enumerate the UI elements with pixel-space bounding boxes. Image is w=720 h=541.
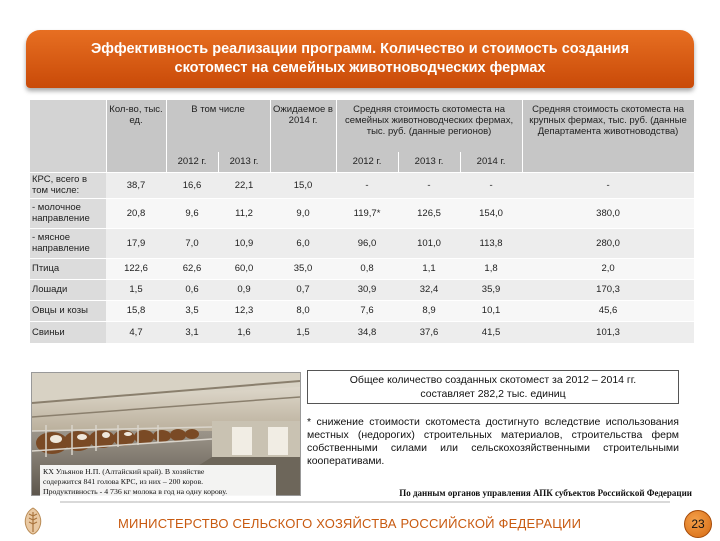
cell-2012: 3,1 <box>166 321 218 343</box>
cell-fam-2012: 34,8 <box>336 321 398 343</box>
cell-fam-2014: 10,1 <box>460 300 522 321</box>
table-row <box>30 258 694 279</box>
row-label: Лошади <box>30 279 106 300</box>
header-incl: В том числе <box>166 100 270 152</box>
cell-large: 101,3 <box>522 321 694 343</box>
cell-2012: 9,6 <box>166 198 218 228</box>
cell-count: 17,9 <box>106 228 166 258</box>
subheader-incl-2013: 2013 г. <box>218 152 270 172</box>
cell-large: - <box>522 172 694 198</box>
row-label: - мясное направление <box>30 228 106 258</box>
cell-expected: 35,0 <box>270 258 336 279</box>
cell-expected: 8,0 <box>270 300 336 321</box>
cell-fam-2013: 1,1 <box>398 258 460 279</box>
table-row <box>30 228 694 258</box>
row-label: Овцы и козы <box>30 300 106 321</box>
cell-expected: 9,0 <box>270 198 336 228</box>
cell-count: 4,7 <box>106 321 166 343</box>
title-line-1: Эффективность реализации программ. Количество и стоимость создания <box>90 41 630 57</box>
cell-expected: 6,0 <box>270 228 336 258</box>
cell-fam-2012: 0,8 <box>336 258 398 279</box>
cell-fam-2013: 32,4 <box>398 279 460 300</box>
livestock-places-table <box>30 100 695 343</box>
title-line-2: скотомест на семейных животноводческих фермах <box>174 60 546 76</box>
cell-fam-2012: 30,9 <box>336 279 398 300</box>
summary-line-2: составляет 282,2 тыс. единиц <box>420 388 566 400</box>
cell-2012: 16,6 <box>166 172 218 198</box>
cell-2012: 7,0 <box>166 228 218 258</box>
subheader-fam-2012: 2012 г. <box>336 152 398 172</box>
cell-large: 170,3 <box>522 279 694 300</box>
footer-divider <box>60 501 670 503</box>
cell-expected: 0,7 <box>270 279 336 300</box>
row-label: - молочное направление <box>30 198 106 228</box>
cell-2012: 62,6 <box>166 258 218 279</box>
cell-2013: 11,2 <box>218 198 270 228</box>
cell-fam-2014: 35,9 <box>460 279 522 300</box>
cell-large: 380,0 <box>522 198 694 228</box>
page-number-badge: 23 <box>684 510 712 538</box>
cell-fam-2014: 113,8 <box>460 228 522 258</box>
cell-2013: 1,6 <box>218 321 270 343</box>
row-label: Птица <box>30 258 106 279</box>
caption-line-2: содержится 841 голова КРС, из них – 200 коров. <box>43 477 204 486</box>
cell-expected: 15,0 <box>270 172 336 198</box>
slide-title <box>26 30 694 88</box>
row-label: Свиньи <box>30 321 106 343</box>
cell-2012: 0,6 <box>166 279 218 300</box>
cell-2013: 60,0 <box>218 258 270 279</box>
header-count: Кол-во, тыс. ед. <box>106 100 166 172</box>
cell-2013: 12,3 <box>218 300 270 321</box>
cell-fam-2013: - <box>398 172 460 198</box>
cell-fam-2012: 119,7* <box>336 198 398 228</box>
cell-2012: 3,5 <box>166 300 218 321</box>
footnote: * снижение стоимости скотоместа достигнуто вследствие использования местных (недорогих) строительных материалов, строительства ферм собственными силами или сельскохозяйственными строительными кооперативами. <box>307 416 679 467</box>
header-expected: Ожидаемое в 2014 г. <box>270 100 336 172</box>
table-row <box>30 300 694 321</box>
cell-count: 1,5 <box>106 279 166 300</box>
cell-count: 15,8 <box>106 300 166 321</box>
header-avg-large: Средняя стоимость скотоместа на крупных фермах, тыс. руб. (данные Департамента животноводства) <box>522 100 694 172</box>
caption-line-3: Продуктивность - 4 736 кг молока в год на одну корову. <box>43 487 228 496</box>
cell-fam-2013: 101,0 <box>398 228 460 258</box>
ministry-name: МИНИСТЕРСТВО СЕЛЬСКОГО ХОЗЯЙСТВА РОССИЙСКОЙ ФЕДЕРАЦИИ <box>118 516 582 531</box>
cell-fam-2014: 41,5 <box>460 321 522 343</box>
cell-fam-2014: 1,8 <box>460 258 522 279</box>
cell-2013: 22,1 <box>218 172 270 198</box>
cell-large: 280,0 <box>522 228 694 258</box>
subheader-incl-2012: 2012 г. <box>166 152 218 172</box>
wheat-emblem-icon <box>20 506 46 536</box>
caption-line-1: КХ Ульянов Н.П. (Алтайский край). В хозяйстве <box>43 467 205 476</box>
summary-line-1: Общее количество созданных скотомест за 2012 – 2014 гг. <box>349 374 637 386</box>
table-header-row <box>30 100 694 152</box>
table-row <box>30 279 694 300</box>
summary-box <box>307 370 679 404</box>
cell-fam-2014: 154,0 <box>460 198 522 228</box>
cell-fam-2013: 37,6 <box>398 321 460 343</box>
cell-fam-2012: - <box>336 172 398 198</box>
header-blank <box>30 100 106 172</box>
cell-large: 45,6 <box>522 300 694 321</box>
table-row <box>30 321 694 343</box>
cell-fam-2013: 8,9 <box>398 300 460 321</box>
cell-2013: 0,9 <box>218 279 270 300</box>
cell-fam-2013: 126,5 <box>398 198 460 228</box>
cell-count: 20,8 <box>106 198 166 228</box>
table-row <box>30 172 694 198</box>
table-row <box>30 198 694 228</box>
source-note: По данным органов управления АПК субъектов Российской Федерации <box>399 488 692 498</box>
cell-fam-2012: 7,6 <box>336 300 398 321</box>
cell-2013: 10,9 <box>218 228 270 258</box>
cell-fam-2012: 96,0 <box>336 228 398 258</box>
header-avg-family: Средняя стоимость скотоместа на семейных животноводческих фермах, тыс. руб. (данные регионов) <box>336 100 522 152</box>
subheader-fam-2013: 2013 г. <box>398 152 460 172</box>
cell-count: 38,7 <box>106 172 166 198</box>
photo-caption <box>40 465 276 499</box>
subheader-fam-2014: 2014 г. <box>460 152 522 172</box>
cell-expected: 1,5 <box>270 321 336 343</box>
cell-fam-2014: - <box>460 172 522 198</box>
cell-count: 122,6 <box>106 258 166 279</box>
cell-large: 2,0 <box>522 258 694 279</box>
row-label: КРС, всего в том числе: <box>30 172 106 198</box>
